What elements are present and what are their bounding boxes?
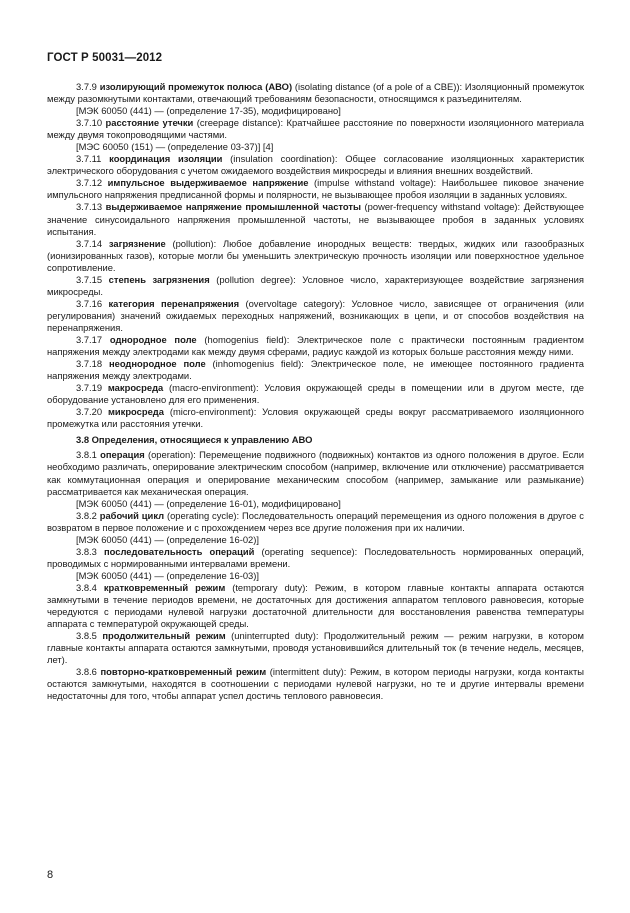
definition-text: (impulse withstand voltage): Наибольшее пиковое значение импульсного напряжения предписанной формы и полярности, не вызывающее пробоя изоляции в заданных условиях. — [47, 177, 584, 201]
definition-number: 3.8.1 — [76, 449, 97, 461]
definition-number: 3.7.20 — [76, 406, 103, 418]
definition-term: расстояние утечки — [105, 117, 194, 129]
section-heading: 3.8 Определения, относящиеся к управлению АВО — [76, 434, 313, 446]
definition-number: 3.7.18 — [76, 358, 103, 370]
definition-number: 3.7.11 — [76, 153, 102, 165]
page-content — [47, 81, 584, 702]
definition-term: загрязнение — [108, 237, 166, 249]
definition-text: (operating sequence): Последовательность нормированных операций, проводимых с нормированными интервалами времени. — [47, 545, 584, 569]
definition-term: повторно-кратковременный режим — [100, 666, 267, 678]
definition-term: последовательность операций — [104, 545, 255, 557]
definition-number: 3.8.6 — [76, 666, 97, 678]
definition-paragraph — [47, 81, 584, 105]
definition-text: (isolating distance (of a pole of a CBE)): Изоляционный промежуток между разомкнутыми контактами, отвечающий требованиям безопасности, относящимся к разъединителям. — [47, 81, 585, 105]
definition-number: 3.7.14 — [76, 237, 103, 249]
definition-number: 3.7.15 — [76, 273, 103, 285]
definition-term: изолирующий промежуток полюса (АВО) — [99, 81, 293, 92]
definition-text: (pollution): Любое добавление инородных веществ: твердых, жидких или газообразных (ионизированных газов), которые могли бы уменьшить электрическую прочность изоляции или поверхностное удельное сопротивление. — [47, 237, 585, 273]
definition-number: 3.8.4 — [76, 581, 97, 593]
definition-text: (micro-environment): Условия окружающей среды вокруг рассматриваемого изоляционного промежутка или расстояния утечки. — [47, 406, 584, 430]
definition-text: (macro-environment): Условия окружающей среды в помещении или в другом месте, где оборудование установлено для его применения. — [47, 382, 584, 406]
page-header: ГОСТ Р 50031—2012 — [47, 52, 163, 64]
definition-text: (intermittent duty): Режим, в котором периоды нагрузки, когда контакты остаются замкнутыми, находятся в соотношении с периодами нулевой нагрузки, но те и другие интервалы времени недостаточны для того, чтобы аппарат успел достичь теплового равновесия. — [47, 666, 585, 702]
definition-term: кратковременный режим — [103, 581, 226, 593]
definition-paragraph — [47, 201, 584, 237]
definition-text: (operating cycle): Последовательность операций перемещения из одного положения в другое с возвратом в первое положение и с прохождением через все другие положения при их наличии. — [47, 509, 584, 533]
definition-paragraph — [47, 274, 584, 298]
definition-number: 3.7.9 — [76, 81, 97, 92]
definition-number: 3.7.16 — [76, 297, 103, 309]
definition-number: 3.7.19 — [76, 382, 103, 394]
definition-paragraph — [47, 630, 584, 666]
definition-paragraph — [47, 334, 584, 358]
definition-paragraph — [47, 382, 584, 406]
definition-text: (inhomogenius field): Электрическое поле, не имеющее постоянного градиента напряжения между электродами. — [47, 358, 584, 382]
definition-number: 3.8.5 — [76, 630, 97, 642]
definition-term: микросреда — [107, 406, 164, 418]
definition-paragraph — [47, 546, 584, 570]
definition-term: макросреда — [107, 382, 164, 394]
definition-term: неоднородное поле — [108, 358, 206, 370]
definition-number: 3.7.10 — [76, 117, 103, 129]
definition-term: импульсное выдерживаемое напряжение — [107, 177, 309, 189]
definition-term: продолжительный режим — [102, 630, 226, 642]
definition-text: (creepage distance): Кратчайшее расстояние по поверхности изоляционного материала между двумя токопроводящими частями. — [47, 117, 585, 141]
definition-paragraph — [47, 117, 584, 141]
reference-note: [МЭК 60050 (441) — (определение 17-35), модифицировано] — [76, 105, 341, 117]
definition-paragraph — [47, 177, 584, 201]
reference-note: [МЭК 60050 (441) — (определение 16-03)] — [76, 569, 259, 581]
definition-number: 3.7.13 — [76, 201, 103, 213]
definition-paragraph — [47, 582, 584, 630]
page-number: 8 — [47, 869, 54, 881]
definition-text: (power-frequency withstand voltage): Действующее значение синусоидального напряжения промышленной частоты, не вызывающее пробоя в заданных условиях испытания. — [47, 201, 584, 237]
definition-paragraph — [47, 406, 584, 430]
definition-number: 3.8.3 — [76, 545, 97, 557]
definition-paragraph — [47, 238, 584, 274]
definition-paragraph — [47, 358, 584, 382]
definition-term: координация изоляции — [109, 153, 223, 165]
definition-number: 3.7.12 — [76, 177, 103, 189]
definition-paragraph — [47, 510, 584, 534]
definition-number: 3.7.17 — [76, 333, 103, 345]
reference-note: [МЭК 60050 (441) — (определение 16-01), модифицировано] — [76, 497, 341, 509]
definition-term: выдерживаемое напряжение промышленной частоты — [105, 201, 361, 213]
definition-text: (uninterrupted duty): Продолжительный режим — режим нагрузки, в котором главные контакты аппарата остаются замкнутыми, проводя установившийся длительный ток (в течение недель, месяцев, лет). — [47, 630, 584, 666]
definition-paragraph — [47, 298, 584, 334]
definition-text: (temporary duty): Режим, в котором главные контакты аппарата остаются замкнутыми в течение периодов времени, не достаточных для достижения аппаратом теплового равновесия, которые чередуются с периодами нулевой нагрузки достаточной длительности для восстановления равенства температуры аппарата с температурой окружающей среды. — [47, 581, 585, 630]
reference-note: [МЭК 60050 (441) — (определение 16-02)] — [76, 533, 259, 545]
definition-term: степень загрязнения — [108, 273, 210, 285]
definition-term: категория перенапряжения — [108, 297, 240, 309]
definition-paragraph — [47, 153, 584, 177]
definition-paragraph — [47, 666, 584, 702]
definition-text: (operation): Перемещение подвижного (подвижных) контактов из одного положения в другое. Если необходимо различать, оперирование электрическим способом (например, включение или отключение) рассматривается как коммутационная операция и оперирование механическим способом (например, замыкание или размыкание) рассматривается как механическая операция. — [47, 449, 584, 497]
definition-text: (insulation coordination): Общее согласование изоляционных характеристик электрического оборудования с учетом ожидаемого воздействия микросреды и влияния внешних воздействий. — [47, 153, 584, 177]
definition-paragraph — [47, 449, 584, 497]
definition-term: рабочий цикл — [99, 509, 165, 521]
definition-text: (overvoltage category): Условное число, зависящее от ограничения (или регулирования) значений ожидаемых переходных напряжений, возникающих в цепи, и от способов воздействия на перенапряжения. — [47, 297, 584, 333]
definition-term: операция — [100, 449, 145, 461]
definition-number: 3.8.2 — [76, 509, 97, 521]
definition-text: (homogenius field): Электрическое поле с практически постоянным градиентом напряжения между электродами как между двумя сферами, радиус каждой из которых больше расстояния между ними. — [47, 333, 584, 358]
definition-term: однородное поле — [109, 333, 197, 345]
definition-text: (pollution degree): Условное число, характеризующее воздействие загрязнения микросреды. — [47, 273, 584, 297]
reference-note: [МЭС 60050 (151) — (определение 03-37)] [4] — [76, 141, 274, 153]
